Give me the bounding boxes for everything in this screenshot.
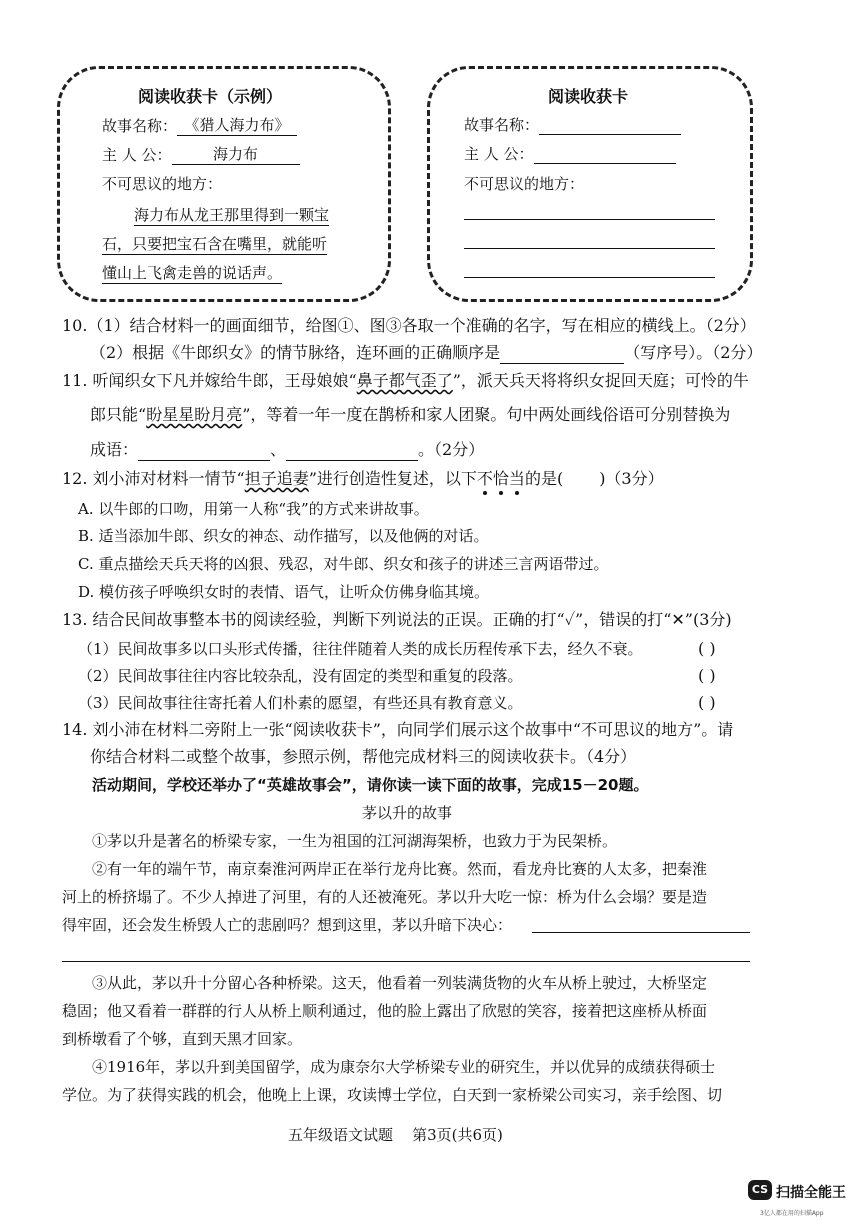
q14-line2: 你结合材料二或整个故事，参照示例，帮他完成材料三的阅读收获卡。（4分） — [90, 747, 637, 766]
story-p2-line3 — [62, 914, 512, 936]
story-p3-line1: ③从此，茅以升十分留心各种桥梁。这天，他看着一列装满货物的火车从桥上驶过，大桥坚定 — [92, 974, 708, 992]
q11-text-c: ”，派天兵天将将织女捉回天庭；可怜的牛 — [452, 371, 749, 390]
card-blank-story-row — [464, 114, 681, 135]
story-answer-line-2[interactable] — [62, 961, 750, 962]
scanner-app-name: 扫描全能王 — [776, 1185, 846, 1201]
story-p2-line2: 河上的桥挤塌了。不少人掉进了河里，有的人还被淹死。茅以升大吃一惊：桥为什么会塌？要是造 — [62, 888, 708, 906]
q12-stem-a: 12. 刘小沛对材料一情节“ — [62, 469, 245, 488]
card-blank-hero-row — [464, 143, 676, 164]
q10-line2-text: （2）根据《牛郎织女》的情节脉络，连环画的正确顺序是 — [90, 343, 501, 362]
wonder-answer-line-3[interactable] — [464, 277, 715, 278]
q13-item-2: （2）民间故事往往内容比较杂乱，没有固定的类型和重复的段落。 — [78, 667, 523, 685]
q13-paren-1[interactable]: ( ) — [698, 639, 716, 658]
q10-line2-tail: （写序号）。（2分） — [624, 343, 763, 362]
q12-option-b: B. 适当添加牛郎、织女的神态、动作描写，以及他俩的对话。 — [78, 527, 489, 545]
story-p2-line1: ②有一年的端午节，南京秦淮河两岸正在举行龙舟比赛。然而，看龙舟比赛的人太多，把秦淮 — [92, 860, 708, 878]
story-label: 故事名称： — [102, 117, 178, 135]
story-p2-line3-text: 得牢固，还会发生桥毁人亡的悲剧吗？想到这里，茅以升暗下决心： — [62, 916, 513, 934]
q11-text-a: 11. 听闻织女下凡并嫁给牛郎，王母娘娘“ — [62, 371, 357, 390]
q12-stem-f: )（3分） — [599, 469, 664, 488]
hero-label: 主 人 公： — [102, 146, 172, 164]
q12-not-appropriate: 不恰当 — [476, 469, 525, 488]
scanner-logo-icon: CS — [748, 1180, 772, 1200]
wonder-label: 不可思议的地方： — [102, 175, 223, 193]
story-value: 《猎人海力布》 — [177, 114, 297, 136]
q12-stem-c: ”进行创造性复述，以下 — [308, 469, 477, 488]
hero-answer-line[interactable] — [534, 145, 676, 164]
wonder-answer-line-1[interactable] — [464, 219, 715, 220]
card-blank-title: 阅读收获卡 — [548, 87, 629, 106]
q12-stem — [62, 468, 664, 490]
q12-option-d: D. 模仿孩子呼唤织女时的表情、语气，让听众仿佛身临其境。 — [78, 583, 490, 601]
wonder-line-3: 懂山上飞禽走兽的说话声。 — [102, 264, 283, 282]
q11-idiom-1: 鼻子都气歪了 — [356, 371, 453, 390]
q11-sep: 、 — [270, 440, 287, 459]
q12-emphasis — [477, 469, 525, 488]
page-footer: 五年级语文试题 第3页(共6页) — [288, 1126, 503, 1144]
wonder-answer-line-2[interactable] — [464, 248, 715, 249]
q10-line2 — [90, 342, 762, 364]
hero-label: 主 人 公： — [464, 145, 534, 163]
q11-tail: 。（2分） — [418, 440, 485, 459]
story-p4-line2: 学位。为了获得实践的机会，他晚上上课，攻读博士学位，白天到一家桥梁公司实习，亲手绘图、切 — [62, 1086, 723, 1104]
wonder-label: 不可思议的地方： — [464, 175, 585, 193]
story-answer-line[interactable] — [539, 116, 681, 135]
card-example-story-row — [102, 114, 297, 136]
q11-answer-blank-2[interactable] — [286, 442, 418, 461]
q12-option-c: C. 重点描绘天兵天将的凶狠、残忍，对牛郎、织女和孩子的讲述三言两语带过。 — [78, 555, 609, 573]
wonder-line-1: 海力布从龙王那里得到一颗宝 — [134, 206, 330, 224]
q13-item-3: （3）民间故事往往寄托着人们朴素的愿望，有些还具有教育意义。 — [78, 694, 523, 712]
story-answer-line-1[interactable] — [532, 932, 750, 933]
q13-stem: 13. 结合民间故事整本书的阅读经验，判断下列说法的正误。正确的打“✓”，错误的打“✕”(3分) — [62, 610, 732, 629]
q13-paren-2[interactable]: ( ) — [698, 666, 716, 685]
emphasis-dots — [477, 491, 525, 495]
q13-paren-3[interactable]: ( ) — [698, 693, 716, 712]
q11-text-3a: 成语： — [90, 440, 139, 459]
q14-line1: 14. 刘小沛在材料二旁附上一张“阅读收获卡”，向同学们展示这个故事中“不可思议的地方”。请 — [62, 720, 734, 739]
story-title: 茅以升的故事 — [362, 804, 453, 822]
wonder-line-2: 石，只要把宝石含在嘴里，就能听 — [102, 235, 328, 253]
story-p3-line2: 稳固；他又看着一群群的行人从桥上顺利通过，他的脸上露出了欣慰的笑容，接着把这座桥从桥面 — [62, 1002, 708, 1020]
q11-text-2c: ”，等着一年一度在鹊桥和家人团聚。句中两处画线俗语可分别替换为 — [242, 405, 731, 424]
q10-line1: 10.（1）结合材料一的画面细节，给图①、图③各取一个准确的名字，写在相应的横线上。（2分） — [62, 316, 756, 335]
story-p1: ①茅以升是著名的桥梁专家，一生为祖国的江河湖海架桥，也致力于为民架桥。 — [92, 832, 618, 850]
story-label: 故事名称： — [464, 116, 540, 134]
q11-text-2a: 郎只能“ — [90, 405, 147, 424]
scanner-app-slogan: 3亿人都在用的扫描App — [760, 1210, 824, 1217]
q10-answer-blank[interactable] — [500, 345, 624, 364]
activity-instruction: 活动期间，学校还举办了“英雄故事会”，请你读一读下面的故事，完成15－20题。 — [92, 776, 649, 794]
q13-item-1: （1）民间故事多以口头形式传播，往往伴随着人类的成长历程传承下去，经久不衰。 — [78, 640, 643, 658]
q12-stem-e: 的是( — [524, 469, 564, 488]
q11-line1 — [62, 370, 749, 392]
story-p3-line3: 到桥墩看了个够，直到天黑才回家。 — [62, 1030, 303, 1048]
q11-idiom-2: 盼星星盼月亮 — [146, 405, 243, 424]
q11-answer-blank-1[interactable] — [138, 442, 270, 461]
card-example-title: 阅读收获卡（示例） — [138, 87, 283, 106]
q12-plot: 担子追妻 — [244, 469, 309, 488]
hero-value: 海力布 — [172, 143, 300, 165]
q11-line3 — [90, 439, 484, 461]
card-example-hero-row — [102, 143, 300, 165]
q12-option-a: A. 以牛郎的口吻，用第一人称“我”的方式来讲故事。 — [78, 500, 429, 518]
q11-line2 — [90, 404, 730, 426]
story-p4-line1: ④1916年，茅以升到美国留学，成为康奈尔大学桥梁专业的研究生，并以优异的成绩获得硕士 — [92, 1058, 716, 1076]
